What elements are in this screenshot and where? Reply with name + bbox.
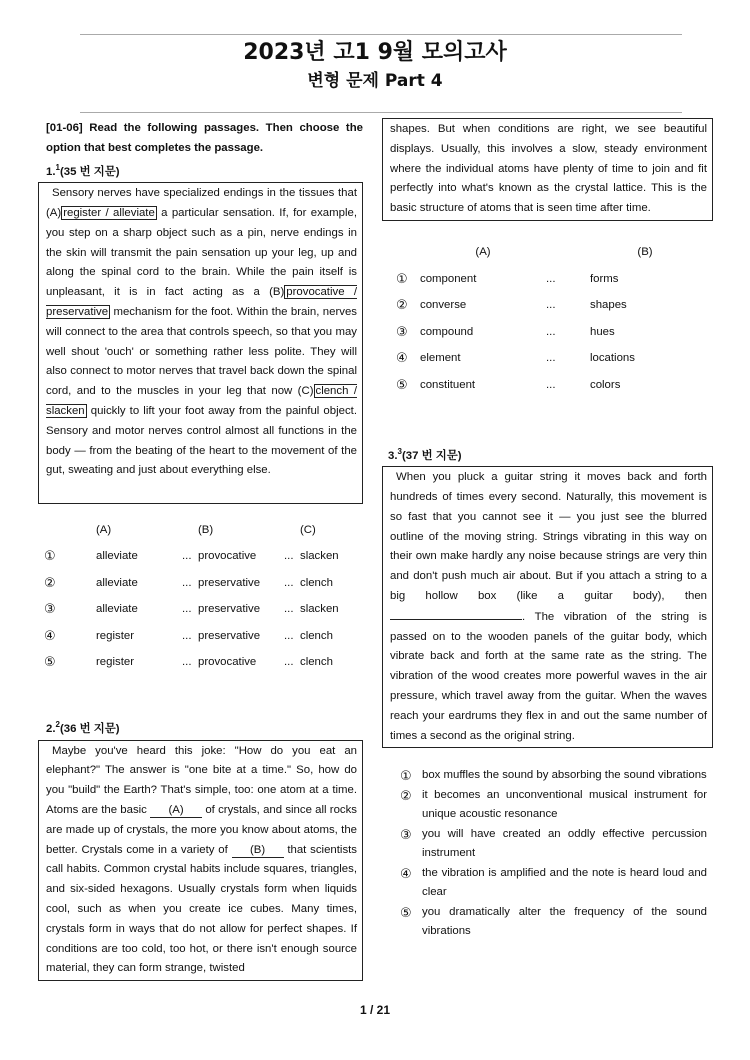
passage-text: . The vibration of the string is passed on to the wooden panels of the guitar body, which vibrate back and forth at the same rate as the string. The vibration of the wood creates more powerful waves in the air pressure, which travel away from the guitar. When the waves reach your eardrums they flex in and out the same number of times a second as the original string. <box>390 610 707 742</box>
option-number[interactable]: ⑤ <box>44 654 56 670</box>
option-a: register <box>96 656 134 669</box>
choice-box-c: clench / slacken <box>46 385 358 418</box>
option-number[interactable]: ③ <box>396 323 408 339</box>
left-column <box>38 119 363 981</box>
blank-a: (A) <box>150 803 202 818</box>
option-c: clench <box>300 656 333 669</box>
page-subtitle: 변형 문제 Part 4 <box>307 71 443 91</box>
option-number[interactable]: ② <box>396 297 408 313</box>
option-b: preservative <box>198 603 261 616</box>
choice-item[interactable] <box>400 786 707 825</box>
option-b: forms <box>590 272 619 285</box>
option-a: converse <box>420 299 467 312</box>
ellipsis: ... <box>546 352 556 365</box>
q2-footnote: 2 <box>55 720 60 730</box>
passage-text: mechanism for the foot. Within the brain, nerves will connect to the area that controls speech, so that you may well shout 'ouch' or something rather less polite. They will also connect to motor nerves that travel back down the spinal cord, and to the muscles in your leg that now (C) <box>46 306 357 398</box>
choice-number[interactable]: ④ <box>400 865 412 881</box>
passage-text: Sensory nerves have specialized endings in the tissues that (A) <box>46 187 357 220</box>
ellipsis: ... <box>182 550 192 563</box>
option-a: alleviate <box>96 603 138 616</box>
option-row[interactable] <box>396 318 700 345</box>
choice-box-b: provocative / preservative <box>46 286 357 319</box>
col-header: (A) <box>475 246 491 259</box>
option-row[interactable] <box>44 543 339 570</box>
option-number[interactable]: ⑤ <box>396 376 408 392</box>
q3-passage <box>382 466 713 748</box>
option-b: preservative <box>198 576 261 589</box>
choice-text: it becomes an unconventional musical instrument for unique acoustic resonance <box>422 788 707 821</box>
choice-text: you dramatically alter the frequency of the sound vibrations <box>422 905 707 938</box>
q2-heading <box>38 715 363 739</box>
q1-passage <box>38 182 363 504</box>
q3-choices <box>400 766 707 942</box>
option-a: component <box>420 272 477 285</box>
choice-item[interactable] <box>400 864 707 903</box>
ellipsis: ... <box>284 603 294 616</box>
choice-item[interactable] <box>400 903 707 942</box>
option-b: shapes <box>590 299 627 312</box>
blank-b: (B) <box>232 843 284 858</box>
ellipsis: ... <box>546 378 556 391</box>
option-c: clench <box>300 576 333 589</box>
passage-text: that scientists call habits. Common crystal habits include squares, triangles, and six-sided hexagons. Usually crystals form when liquids cool, such as when you create ice cubes. Many times, crystals form in ways that do not allow for perfect shapes. If conditions are too cold, too hot, or there isn't enough source material, they can form strange, twisted <box>46 843 357 975</box>
option-b: provocative <box>198 656 257 669</box>
col-header: (C) <box>300 523 316 536</box>
option-row[interactable] <box>44 622 339 649</box>
option-a: compound <box>420 325 474 338</box>
ellipsis: ... <box>284 576 294 589</box>
instructions: [01-06] Read the following passages. Then choose the option that best completes the passage. <box>46 122 363 154</box>
option-a: element <box>420 352 461 365</box>
option-b: colors <box>590 378 621 391</box>
q2-source: (36 번 지문) <box>59 723 120 736</box>
q3-number: 3. <box>388 449 398 462</box>
top-rule <box>80 34 682 35</box>
choice-number[interactable]: ⑤ <box>400 904 412 920</box>
page-number: 1 / 21 <box>359 1003 391 1017</box>
choice-item[interactable] <box>400 766 707 786</box>
choice-box-a: register / alleviate <box>63 207 155 220</box>
passage-text: quickly to lift your foot away from the painful object. Sensory and motor nerves control almost all functions in the body — from the beating of the heart to the movement of the gut, sweating and just about everything else. <box>46 405 357 477</box>
option-b: hues <box>590 325 615 338</box>
choice-item[interactable] <box>400 825 707 864</box>
answer-blank <box>390 607 522 620</box>
option-number[interactable]: ① <box>44 548 56 564</box>
col-header: (A) <box>96 523 112 536</box>
option-a: alleviate <box>96 550 138 563</box>
ellipsis: ... <box>182 656 192 669</box>
ellipsis: ... <box>546 299 556 312</box>
q1-number: 1. <box>46 165 56 178</box>
option-a: constituent <box>420 378 476 391</box>
ellipsis: ... <box>284 550 294 563</box>
q1-footnote: 1 <box>55 163 60 172</box>
page-title: 2023년 고1 9월 모의고사 <box>243 40 507 65</box>
q2-passage <box>38 740 363 982</box>
option-row[interactable] <box>396 292 700 319</box>
choice-number[interactable]: ③ <box>400 826 412 842</box>
passage-text: a particular sensation. If, for example, you step on a sharp object such as a pin, nerve endings in the skin will transmit the pain sensation up your leg, up and along the spinal cord to the brain. While the pain itself is unpleasant, it is in fact acting as a (B) <box>46 207 357 299</box>
option-number[interactable]: ② <box>44 574 56 590</box>
ellipsis: ... <box>182 629 192 642</box>
option-b: locations <box>590 352 635 365</box>
option-c: slacken <box>300 550 339 563</box>
passage-text: Maybe you've heard this joke: "How do you eat an elephant?" The answer is "one bite at a time." So, how do you "build" the Earth? That's simple, too: one atom at a time. Atoms are the basic <box>46 744 357 816</box>
option-a: register <box>96 629 134 642</box>
option-row[interactable] <box>44 569 339 596</box>
passage-text: When you pluck a guitar string it moves back and forth hundreds of times every second. Naturally, this movement is so fast that you cannot see it — you just see the blurred outline of the moving string. Strings vibrating in this way on their own make hardly any noise because strings are very thin and don't push much air about. But if you attach a string to a big hollow box (like a guitar body), then <box>390 471 707 603</box>
passage-text: of crystals, and since all rocks are made up of crystals, the more you know about atoms, the better. Crystals come in a variety of <box>46 803 357 856</box>
ellipsis: ... <box>284 656 294 669</box>
q1-options <box>44 516 339 675</box>
option-a: alleviate <box>96 576 138 589</box>
option-number[interactable]: ④ <box>44 627 56 643</box>
choice-text: you will have created an oddly effective percussion instrument <box>422 827 707 860</box>
q3-source: (37 번 지문) <box>401 449 462 462</box>
ellipsis: ... <box>546 325 556 338</box>
choice-number[interactable]: ② <box>400 787 412 803</box>
option-b: preservative <box>198 629 261 642</box>
option-c: clench <box>300 629 333 642</box>
option-number[interactable]: ① <box>396 270 408 286</box>
option-c: slacken <box>300 603 339 616</box>
choice-number[interactable]: ① <box>400 768 412 784</box>
q1-heading <box>38 158 363 182</box>
q3-heading <box>382 442 713 466</box>
option-b: provocative <box>198 550 257 563</box>
q2-number: 2. <box>46 723 56 736</box>
q1-source: (35 번 지문) <box>59 165 120 178</box>
choice-text: the vibration is amplified and the note is heard loud and clear <box>422 866 707 899</box>
header-rule <box>80 112 682 113</box>
ellipsis: ... <box>182 603 192 616</box>
option-number[interactable]: ④ <box>396 350 408 366</box>
col-header: (B) <box>198 523 214 536</box>
ellipsis: ... <box>182 576 192 589</box>
option-row[interactable] <box>44 596 339 623</box>
option-row[interactable] <box>396 265 700 292</box>
q2-options <box>396 239 700 398</box>
option-row[interactable] <box>396 371 700 398</box>
ellipsis: ... <box>546 272 556 285</box>
option-number[interactable]: ③ <box>44 601 56 617</box>
right-column <box>382 118 713 942</box>
choice-text: box muffles the sound by absorbing the sound vibrations <box>422 769 707 782</box>
ellipsis: ... <box>284 629 294 642</box>
option-row[interactable] <box>396 345 700 372</box>
option-row[interactable] <box>44 649 339 676</box>
q2-passage-continued: shapes. But when conditions are right, we see beautiful displays. Usually, this involves a slow, steady environment where the individual atoms have plenty of time to join and fit perfectly into what's known as the crystal lattice. This is the basic structure of atoms that is seen time after time. <box>382 118 713 221</box>
col-header: (B) <box>637 246 653 259</box>
q3-footnote: 3 <box>397 446 402 456</box>
